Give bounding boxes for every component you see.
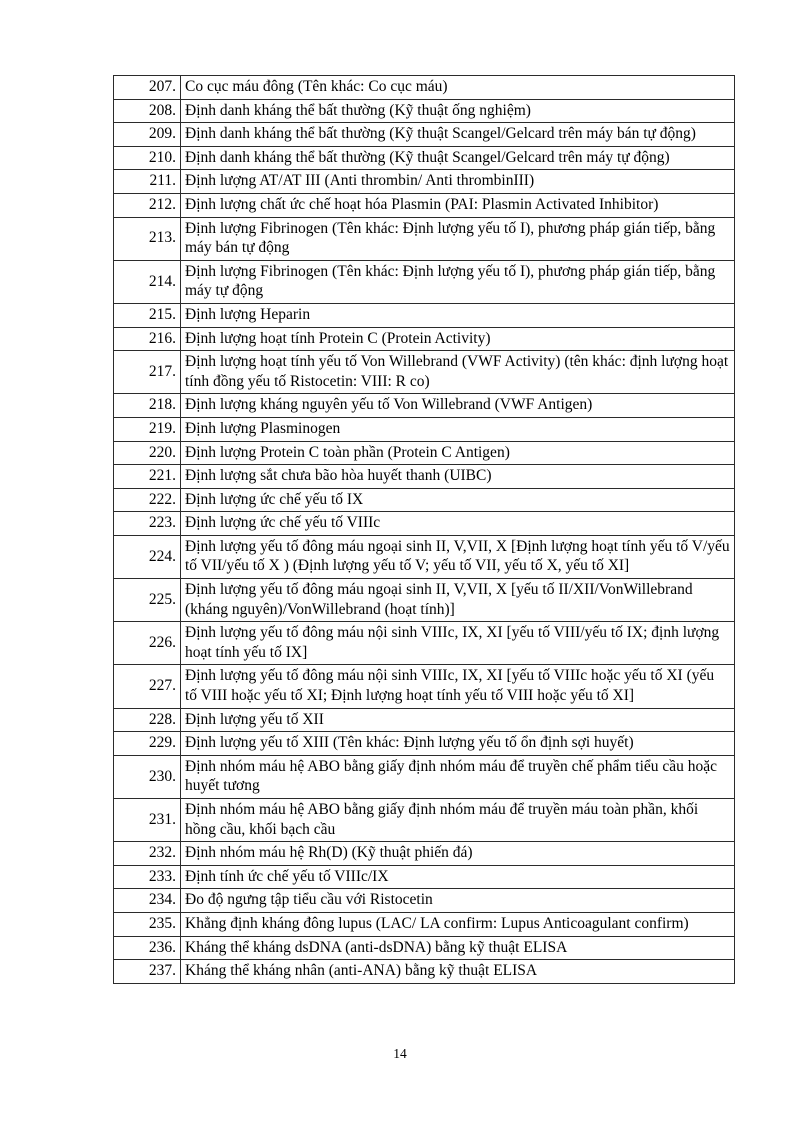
table-row xyxy=(114,99,735,123)
row-description: Định nhóm máu hệ Rh(D) (Kỹ thuật phiến đá) xyxy=(181,842,735,866)
table-row xyxy=(114,708,735,732)
row-number: 220. xyxy=(114,441,181,465)
row-description: Đo độ ngưng tập tiểu cầu với Ristocetin xyxy=(181,889,735,913)
procedure-table xyxy=(113,75,735,984)
row-number: 233. xyxy=(114,865,181,889)
table-row xyxy=(114,193,735,217)
row-description: Định lượng AT/AT III (Anti thrombin/ Anti thrombinIII) xyxy=(181,170,735,194)
row-number: 209. xyxy=(114,123,181,147)
row-description: Co cục máu đông (Tên khác: Co cục máu) xyxy=(181,76,735,100)
row-number: 216. xyxy=(114,327,181,351)
row-number: 224. xyxy=(114,535,181,578)
row-number: 208. xyxy=(114,99,181,123)
row-number: 213. xyxy=(114,217,181,260)
row-description: Định lượng yếu tố XII xyxy=(181,708,735,732)
row-description: Kháng thể kháng dsDNA (anti-dsDNA) bằng kỹ thuật ELISA xyxy=(181,936,735,960)
row-description: Định lượng Protein C toàn phần (Protein C Antigen) xyxy=(181,441,735,465)
row-number: 211. xyxy=(114,170,181,194)
table-row xyxy=(114,579,735,622)
table-row xyxy=(114,441,735,465)
row-description: Định nhóm máu hệ ABO bằng giấy định nhóm máu để truyền chế phẩm tiểu cầu hoặc huyết tương xyxy=(181,755,735,798)
table-row xyxy=(114,535,735,578)
row-description: Định lượng Fibrinogen (Tên khác: Định lượng yếu tố I), phương pháp gián tiếp, bằng máy bán tự động xyxy=(181,217,735,260)
row-number: 215. xyxy=(114,303,181,327)
row-number: 214. xyxy=(114,260,181,303)
row-description: Định danh kháng thể bất thường (Kỹ thuật Scangel/Gelcard trên máy bán tự động) xyxy=(181,123,735,147)
row-number: 207. xyxy=(114,76,181,100)
table-row xyxy=(114,732,735,756)
row-description: Định lượng yếu tố đông máu ngoại sinh II, V,VII, X [yếu tố II/XII/VonWillebrand (kháng nguyên)/VonWillebrand (hoạt tính)] xyxy=(181,579,735,622)
table-row xyxy=(114,327,735,351)
row-description: Khẳng định kháng đông lupus (LAC/ LA confirm: Lupus Anticoagulant confirm) xyxy=(181,912,735,936)
row-number: 232. xyxy=(114,842,181,866)
row-description: Định lượng ức chế yếu tố VIIIc xyxy=(181,512,735,536)
row-number: 228. xyxy=(114,708,181,732)
table-row xyxy=(114,755,735,798)
table-row xyxy=(114,622,735,665)
row-description: Định lượng Fibrinogen (Tên khác: Định lượng yếu tố I), phương pháp gián tiếp, bằng máy tự động xyxy=(181,260,735,303)
table-row xyxy=(114,865,735,889)
row-number: 212. xyxy=(114,193,181,217)
table-row xyxy=(114,512,735,536)
row-number: 218. xyxy=(114,394,181,418)
row-number: 222. xyxy=(114,488,181,512)
table-row xyxy=(114,842,735,866)
table-row xyxy=(114,799,735,842)
procedure-table-body xyxy=(114,76,735,984)
table-row xyxy=(114,260,735,303)
table-row xyxy=(114,936,735,960)
row-description: Định lượng yếu tố XIII (Tên khác: Định lượng yếu tố ổn định sợi huyết) xyxy=(181,732,735,756)
row-number: 219. xyxy=(114,417,181,441)
row-number: 231. xyxy=(114,799,181,842)
table-row xyxy=(114,960,735,984)
row-number: 236. xyxy=(114,936,181,960)
row-description: Kháng thể kháng nhân (anti-ANA) bằng kỹ thuật ELISA xyxy=(181,960,735,984)
row-number: 237. xyxy=(114,960,181,984)
row-description: Định lượng chất ức chế hoạt hóa Plasmin (PAI: Plasmin Activated Inhibitor) xyxy=(181,193,735,217)
table-row xyxy=(114,912,735,936)
row-description: Định lượng Plasminogen xyxy=(181,417,735,441)
table-row xyxy=(114,146,735,170)
table-row xyxy=(114,123,735,147)
table-row xyxy=(114,394,735,418)
row-description: Định lượng kháng nguyên yếu tố Von Willebrand (VWF Antigen) xyxy=(181,394,735,418)
table-row xyxy=(114,465,735,489)
row-description: Định danh kháng thể bất thường (Kỹ thuật Scangel/Gelcard trên máy tự động) xyxy=(181,146,735,170)
row-number: 225. xyxy=(114,579,181,622)
row-description: Định lượng hoạt tính Protein C (Protein Activity) xyxy=(181,327,735,351)
row-description: Định lượng hoạt tính yếu tố Von Willebrand (VWF Activity) (tên khác: định lượng hoạt tính đồng yếu tố Ristocetin: VIII: R co) xyxy=(181,351,735,394)
row-description: Định lượng ức chế yếu tố IX xyxy=(181,488,735,512)
table-row xyxy=(114,217,735,260)
table-row xyxy=(114,889,735,913)
table-row xyxy=(114,665,735,708)
table-row xyxy=(114,351,735,394)
row-number: 235. xyxy=(114,912,181,936)
row-description: Định danh kháng thể bất thường (Kỹ thuật ống nghiệm) xyxy=(181,99,735,123)
row-description: Định nhóm máu hệ ABO bằng giấy định nhóm máu để truyền máu toàn phần, khối hồng cầu, khối bạch cầu xyxy=(181,799,735,842)
row-description: Định lượng yếu tố đông máu nội sinh VIIIc, IX, XI [yếu tố VIIIc hoặc yếu tố XI (yếu tố VIII hoặc yếu tố XI; Định lượng hoạt tính yếu tố VIII hoặc yếu tố XI] xyxy=(181,665,735,708)
row-number: 234. xyxy=(114,889,181,913)
row-description: Định lượng yếu tố đông máu nội sinh VIIIc, IX, XI [yếu tố VIII/yếu tố IX; định lượng hoạt tính yếu tố IX] xyxy=(181,622,735,665)
table-row xyxy=(114,76,735,100)
page-number: 14 xyxy=(393,1046,407,1061)
row-number: 223. xyxy=(114,512,181,536)
row-number: 230. xyxy=(114,755,181,798)
row-number: 226. xyxy=(114,622,181,665)
row-number: 221. xyxy=(114,465,181,489)
row-number: 217. xyxy=(114,351,181,394)
row-description: Định lượng yếu tố đông máu ngoại sinh II, V,VII, X [Định lượng hoạt tính yếu tố V/yếu tố VII/yếu tố X ) (Định lượng yếu tố V; yếu tố VII, yếu tố X, yếu tố XI] xyxy=(181,535,735,578)
row-description: Định lượng sắt chưa bão hòa huyết thanh (UIBC) xyxy=(181,465,735,489)
row-description: Định tính ức chế yếu tố VIIIc/IX xyxy=(181,865,735,889)
row-number: 229. xyxy=(114,732,181,756)
row-description: Định lượng Heparin xyxy=(181,303,735,327)
row-number: 227. xyxy=(114,665,181,708)
table-row xyxy=(114,303,735,327)
table-row xyxy=(114,170,735,194)
row-number: 210. xyxy=(114,146,181,170)
table-row xyxy=(114,488,735,512)
table-row xyxy=(114,417,735,441)
